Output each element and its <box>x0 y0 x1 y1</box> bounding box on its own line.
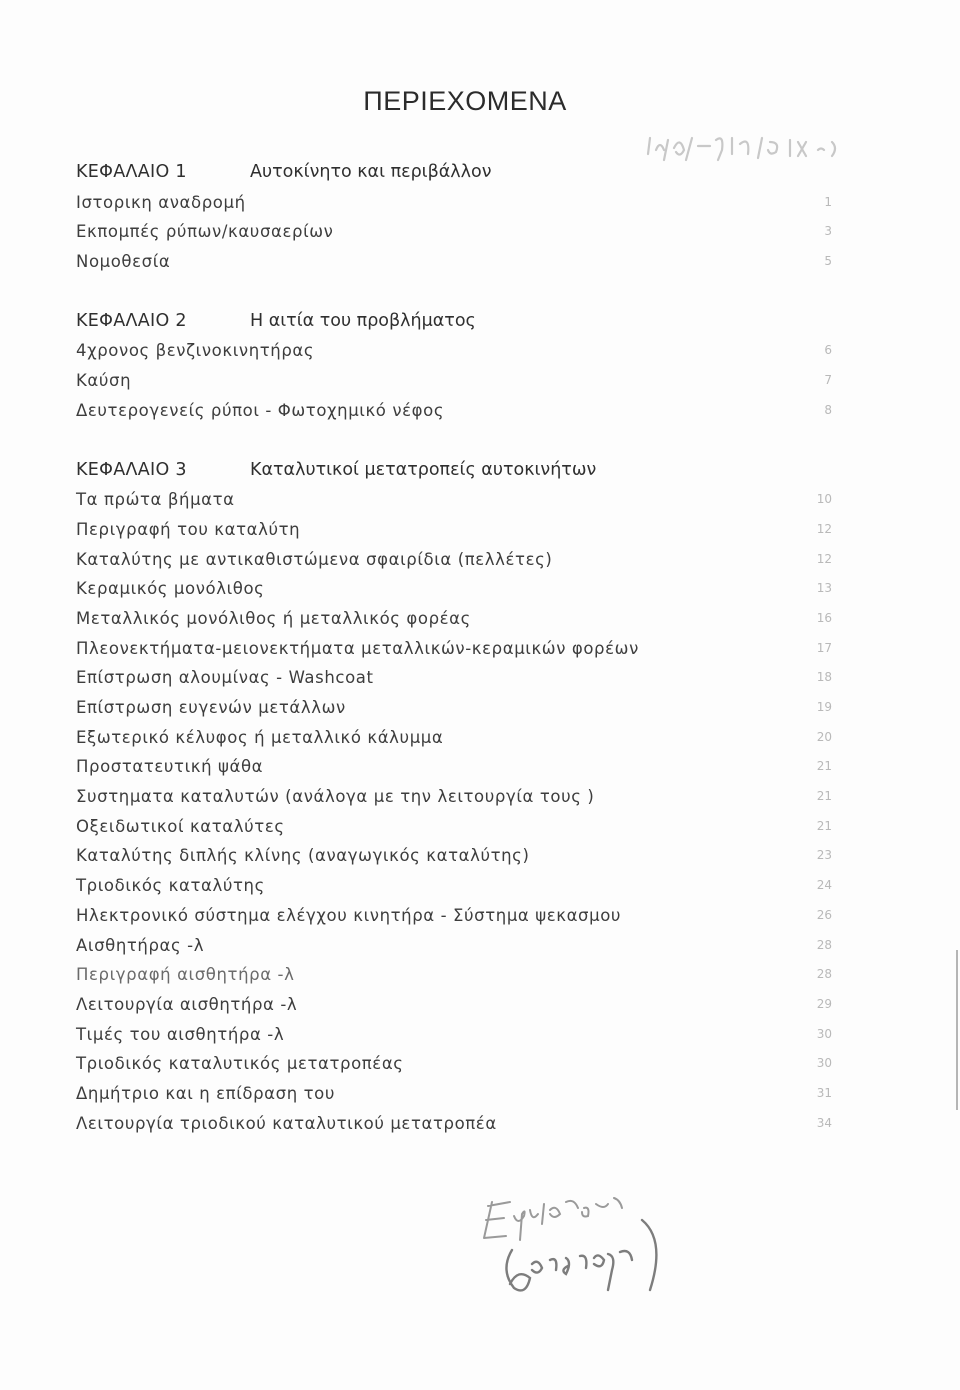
toc-entry-label: Μεταλλικός μονόλιθος ή μεταλλικός φορέας <box>76 608 471 628</box>
toc-page-number: 20 <box>816 729 832 744</box>
toc-page-number: 19 <box>816 700 832 714</box>
toc-entry <box>76 634 866 664</box>
toc-entry <box>76 841 866 871</box>
toc-entry-label: Τιμές του αισθητήρα -λ <box>76 1024 285 1044</box>
toc-entry <box>76 574 866 604</box>
handwritten-signature <box>470 1180 680 1310</box>
toc-entry <box>76 723 866 753</box>
chapter-title: Η αιτία του προβλήματος <box>250 310 476 331</box>
toc-entry <box>76 366 866 396</box>
toc-page-number: 34 <box>816 1115 832 1130</box>
chapter-label: ΚΕΦΑΛΑΙΟ 1 <box>76 162 187 182</box>
toc-page-number: 21 <box>816 789 832 804</box>
toc-page-number: 30 <box>816 1056 832 1071</box>
toc-entry <box>76 336 866 366</box>
toc-page-number: 12 <box>816 521 832 536</box>
toc-page-number: 29 <box>816 996 832 1011</box>
toc-page-number: 31 <box>816 1085 832 1100</box>
toc-entry <box>76 752 866 782</box>
toc-page-number: 28 <box>816 937 832 952</box>
toc-page-number: 23 <box>816 848 832 863</box>
toc-entry <box>76 663 866 693</box>
toc-page-number: 3 <box>824 224 832 239</box>
toc-entry-label: Οξειδωτικοί καταλύτες <box>76 816 285 836</box>
chapter-label: ΚΕΦΑΛΑΙΟ 3 <box>76 459 187 480</box>
toc-entry <box>76 960 866 990</box>
toc-entry <box>76 396 866 426</box>
toc-page-number: 17 <box>816 640 832 655</box>
toc-entry-label: 4χρονος βενζινοκινητήρας <box>76 341 315 361</box>
toc-entry <box>76 990 866 1020</box>
chapter-heading <box>76 158 866 188</box>
toc-page-number: 8 <box>824 402 832 417</box>
toc-entry-label: Κεραμικός μονόλιθος <box>76 579 265 599</box>
chapter-title: Αυτοκίνητο και περιβάλλον <box>250 162 492 182</box>
toc-entry-label: Εξωτερικό κέλυφος ή μεταλλικό κάλυμμα <box>76 727 444 747</box>
toc-entry <box>76 1020 866 1050</box>
toc-entry <box>76 217 866 247</box>
toc-entry-label: Επίστρωση αλουμίνας - Washcoat <box>76 668 374 688</box>
toc-page-number: 5 <box>824 254 832 269</box>
toc-entry <box>76 247 866 277</box>
scan-edge-line <box>956 950 958 1110</box>
toc-page-number: 26 <box>816 907 832 922</box>
toc-entry <box>76 604 866 634</box>
toc-page-number: 7 <box>824 373 832 388</box>
toc-page-number: 6 <box>824 343 832 358</box>
toc-entry <box>76 782 866 812</box>
toc-entry <box>76 931 866 961</box>
toc-entry-label: Καταλύτης με αντικαθιστώμενα σφαιρίδια (πελλέτες) <box>76 549 553 569</box>
toc-entry-label: Ηλεκτρονικό σύστημα ελέγχου κινητήρα - Σύστημα ψεκασμου <box>76 905 622 925</box>
toc-entry-label: Καταλύτης διπλής κλίνης (αναγωγικός καταλύτης) <box>76 846 530 866</box>
chapter-title: Καταλυτικοί μετατροπείς αυτοκινήτων <box>250 459 597 480</box>
toc-entry-label: Επίστρωση ευγενών μετάλλων <box>76 698 346 717</box>
toc-entry <box>76 812 866 842</box>
toc-page-number: 21 <box>816 818 832 833</box>
toc-page-number: 21 <box>816 759 832 774</box>
toc-entry <box>76 188 866 218</box>
toc-entry-label: Τριοδικός καταλυτικός μετατροπέας <box>76 1054 404 1074</box>
toc-entry-label: Λειτουργία τριοδικού καταλυτικού μετατροπέα <box>76 1113 497 1133</box>
toc-page-number: 28 <box>816 967 832 982</box>
toc-entry-label: Προστατευτική ψάθα <box>76 757 264 777</box>
toc-entry-label: Πλεονεκτήματα-μειονεκτήματα μεταλλικών-κεραμικών φορέων <box>76 638 639 658</box>
toc-page-number: 1 <box>824 194 832 209</box>
toc-entry <box>76 1109 866 1139</box>
toc-entry-label: Τριοδικός καταλύτης <box>76 876 265 896</box>
toc-entry-label: Δημήτριο και η επίδραση του <box>76 1083 335 1103</box>
toc-entry-label: Νομοθεσία <box>76 252 171 272</box>
toc-page-number: 30 <box>816 1026 832 1041</box>
toc-entry <box>76 545 866 575</box>
toc-page-number: 13 <box>816 581 832 596</box>
toc-entry-label: Καύση <box>76 371 132 391</box>
toc-page-number: 12 <box>816 551 832 566</box>
toc-entry <box>76 901 866 931</box>
toc-entry-label: Συστηματα καταλυτών (ανάλογα με την λειτουργία τους ) <box>76 787 595 807</box>
toc-entry-label: Περιγραφή αισθητήρα -λ <box>76 965 295 985</box>
toc-page-number: 16 <box>816 610 832 625</box>
toc-entry <box>76 485 866 515</box>
table-of-contents <box>76 158 866 1138</box>
toc-entry <box>76 515 866 545</box>
chapter-heading <box>76 307 866 337</box>
toc-entry-label: Δευτερογενείς ρύποι - Φωτοχημικό νέφος <box>76 400 445 420</box>
toc-page-number: 24 <box>816 878 832 893</box>
toc-entry-label: Ιστορικη αναδρομή <box>76 192 246 212</box>
toc-page-number: 10 <box>816 492 832 507</box>
toc-entry-label: Εκπομπές ρύπων/καυσαερίων <box>76 222 334 242</box>
chapter-label: ΚΕΦΑΛΑΙΟ 2 <box>76 310 187 331</box>
toc-entry <box>76 1049 866 1079</box>
toc-entry <box>76 693 866 723</box>
toc-entry-label: Τα πρώτα βήματα <box>76 490 235 510</box>
toc-page-number: 18 <box>816 670 832 685</box>
toc-entry <box>76 1079 866 1109</box>
toc-entry-label: Αισθητήρας -λ <box>76 935 205 955</box>
toc-entry-label: Λειτουργία αισθητήρα -λ <box>76 994 298 1014</box>
page-title: ΠΕΡΙΕΧΟΜΕΝΑ <box>363 86 567 116</box>
toc-entry <box>76 871 866 901</box>
toc-entry-label: Περιγραφή του καταλύτη <box>76 519 301 539</box>
chapter-heading <box>76 456 866 486</box>
